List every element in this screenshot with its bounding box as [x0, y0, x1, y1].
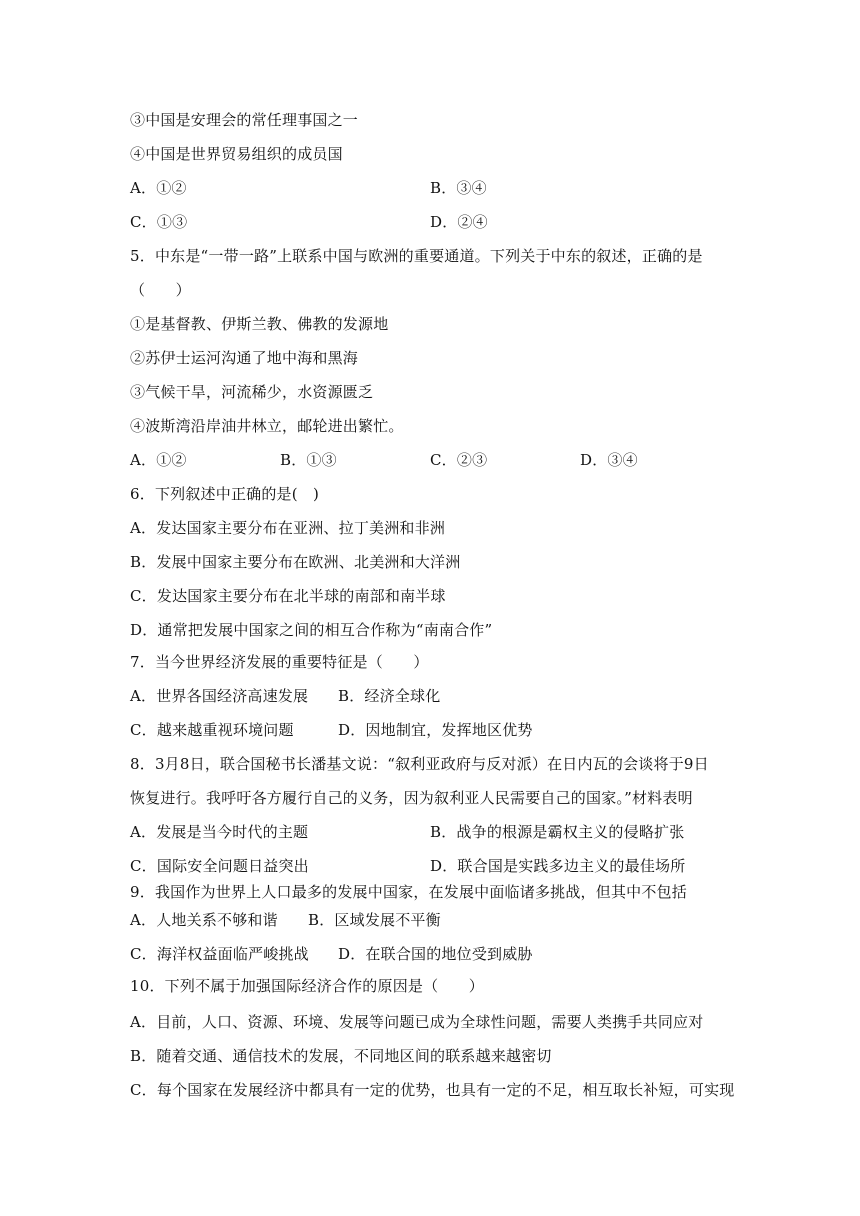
- q4-item-3: ③中国是安理会的常任理事国之一: [130, 111, 359, 129]
- q10-stem: 10．下列不属于加强国际经济合作的原因是（ ）: [130, 977, 484, 995]
- q8-stem-line-1: 8．3月8日，联合国秘书长潘基文说：“叙利亚政府与反对派）在日内瓦的会谈将于9日: [130, 755, 709, 773]
- q5-option-a: A．①②: [130, 451, 187, 469]
- q4-option-c: C．①③: [130, 213, 188, 231]
- q5-option-b: B．①③: [280, 451, 337, 469]
- q4-option-d: D．②④: [430, 213, 488, 231]
- q5-stem-line-2: （ ）: [130, 281, 191, 299]
- q5-item-4: ④波斯湾沿岸油井林立，邮轮进出繁忙。: [130, 417, 404, 435]
- q8-stem-line-2: 恢复进行。我呼吁各方履行自己的义务，因为叙利亚人民需要自己的国家。”材料表明: [130, 789, 693, 807]
- q9-option-c: C．海洋权益面临严峻挑战: [130, 945, 309, 963]
- q6-option-d: D．通常把发展中国家之间的相互合作称为“南南合作”: [130, 621, 493, 639]
- q9-option-b: B．区域发展不平衡: [308, 911, 441, 929]
- q5-item-2: ②苏伊士运河沟通了地中海和黑海: [130, 349, 359, 367]
- q8-option-a: A．发展是当今时代的主题: [130, 823, 309, 841]
- q9-option-a: A．人地关系不够和谐: [130, 911, 278, 929]
- q9-stem: 9．我国作为世界上人口最多的发展中国家，在发展中面临诸多挑战，但其中不包括: [130, 883, 687, 901]
- q7-option-c: C．越来越重视环境问题: [130, 721, 294, 739]
- q4-item-4: ④中国是世界贸易组织的成员国: [130, 145, 343, 163]
- q10-option-b: B．随着交通、通信技术的发展，不同地区间的联系越来越密切: [130, 1047, 552, 1065]
- q6-stem: 6．下列叙述中正确的是( ): [130, 485, 320, 503]
- q10-option-a: A．目前，人口、资源、环境、发展等问题已成为全球性问题，需要人类携手共同应对: [130, 1013, 704, 1031]
- q5-option-d: D．③④: [580, 451, 638, 469]
- q7-option-a: A．世界各国经济高速发展: [130, 687, 309, 705]
- q7-stem: 7．当今世界经济发展的重要特征是（ ）: [130, 653, 429, 671]
- q7-option-d: D．因地制宜，发挥地区优势: [338, 721, 533, 739]
- q4-option-a: A．①②: [130, 179, 187, 197]
- q9-option-d: D．在联合国的地位受到威胁: [338, 945, 533, 963]
- q4-option-b: B．③④: [430, 179, 487, 197]
- q5-item-1: ①是基督教、伊斯兰教、佛教的发源地: [130, 315, 389, 333]
- q8-option-d: D．联合国是实践多边主义的最佳场所: [430, 857, 686, 875]
- q5-item-3: ③气候干旱，河流稀少，水资源匮乏: [130, 383, 374, 401]
- q6-option-c: C．发达国家主要分布在北半球的南部和南半球: [130, 587, 446, 605]
- q5-stem-line-1: 5．中东是“一带一路”上联系中国与欧洲的重要通道。下列关于中东的叙述，正确的是: [130, 247, 703, 265]
- q7-option-b: B．经济全球化: [338, 687, 441, 705]
- q8-option-c: C．国际安全问题日益突出: [130, 857, 309, 875]
- q10-option-c: C．每个国家在发展经济中都具有一定的优势，也具有一定的不足，相互取长补短，可实现: [130, 1081, 735, 1099]
- q5-option-c: C．②③: [430, 451, 488, 469]
- q6-option-a: A．发达国家主要分布在亚洲、拉丁美洲和非洲: [130, 519, 446, 537]
- q8-option-b: B．战争的根源是霸权主义的侵略扩张: [430, 823, 685, 841]
- q6-option-b: B．发展中国家主要分布在欧洲、北美洲和大洋洲: [130, 553, 461, 571]
